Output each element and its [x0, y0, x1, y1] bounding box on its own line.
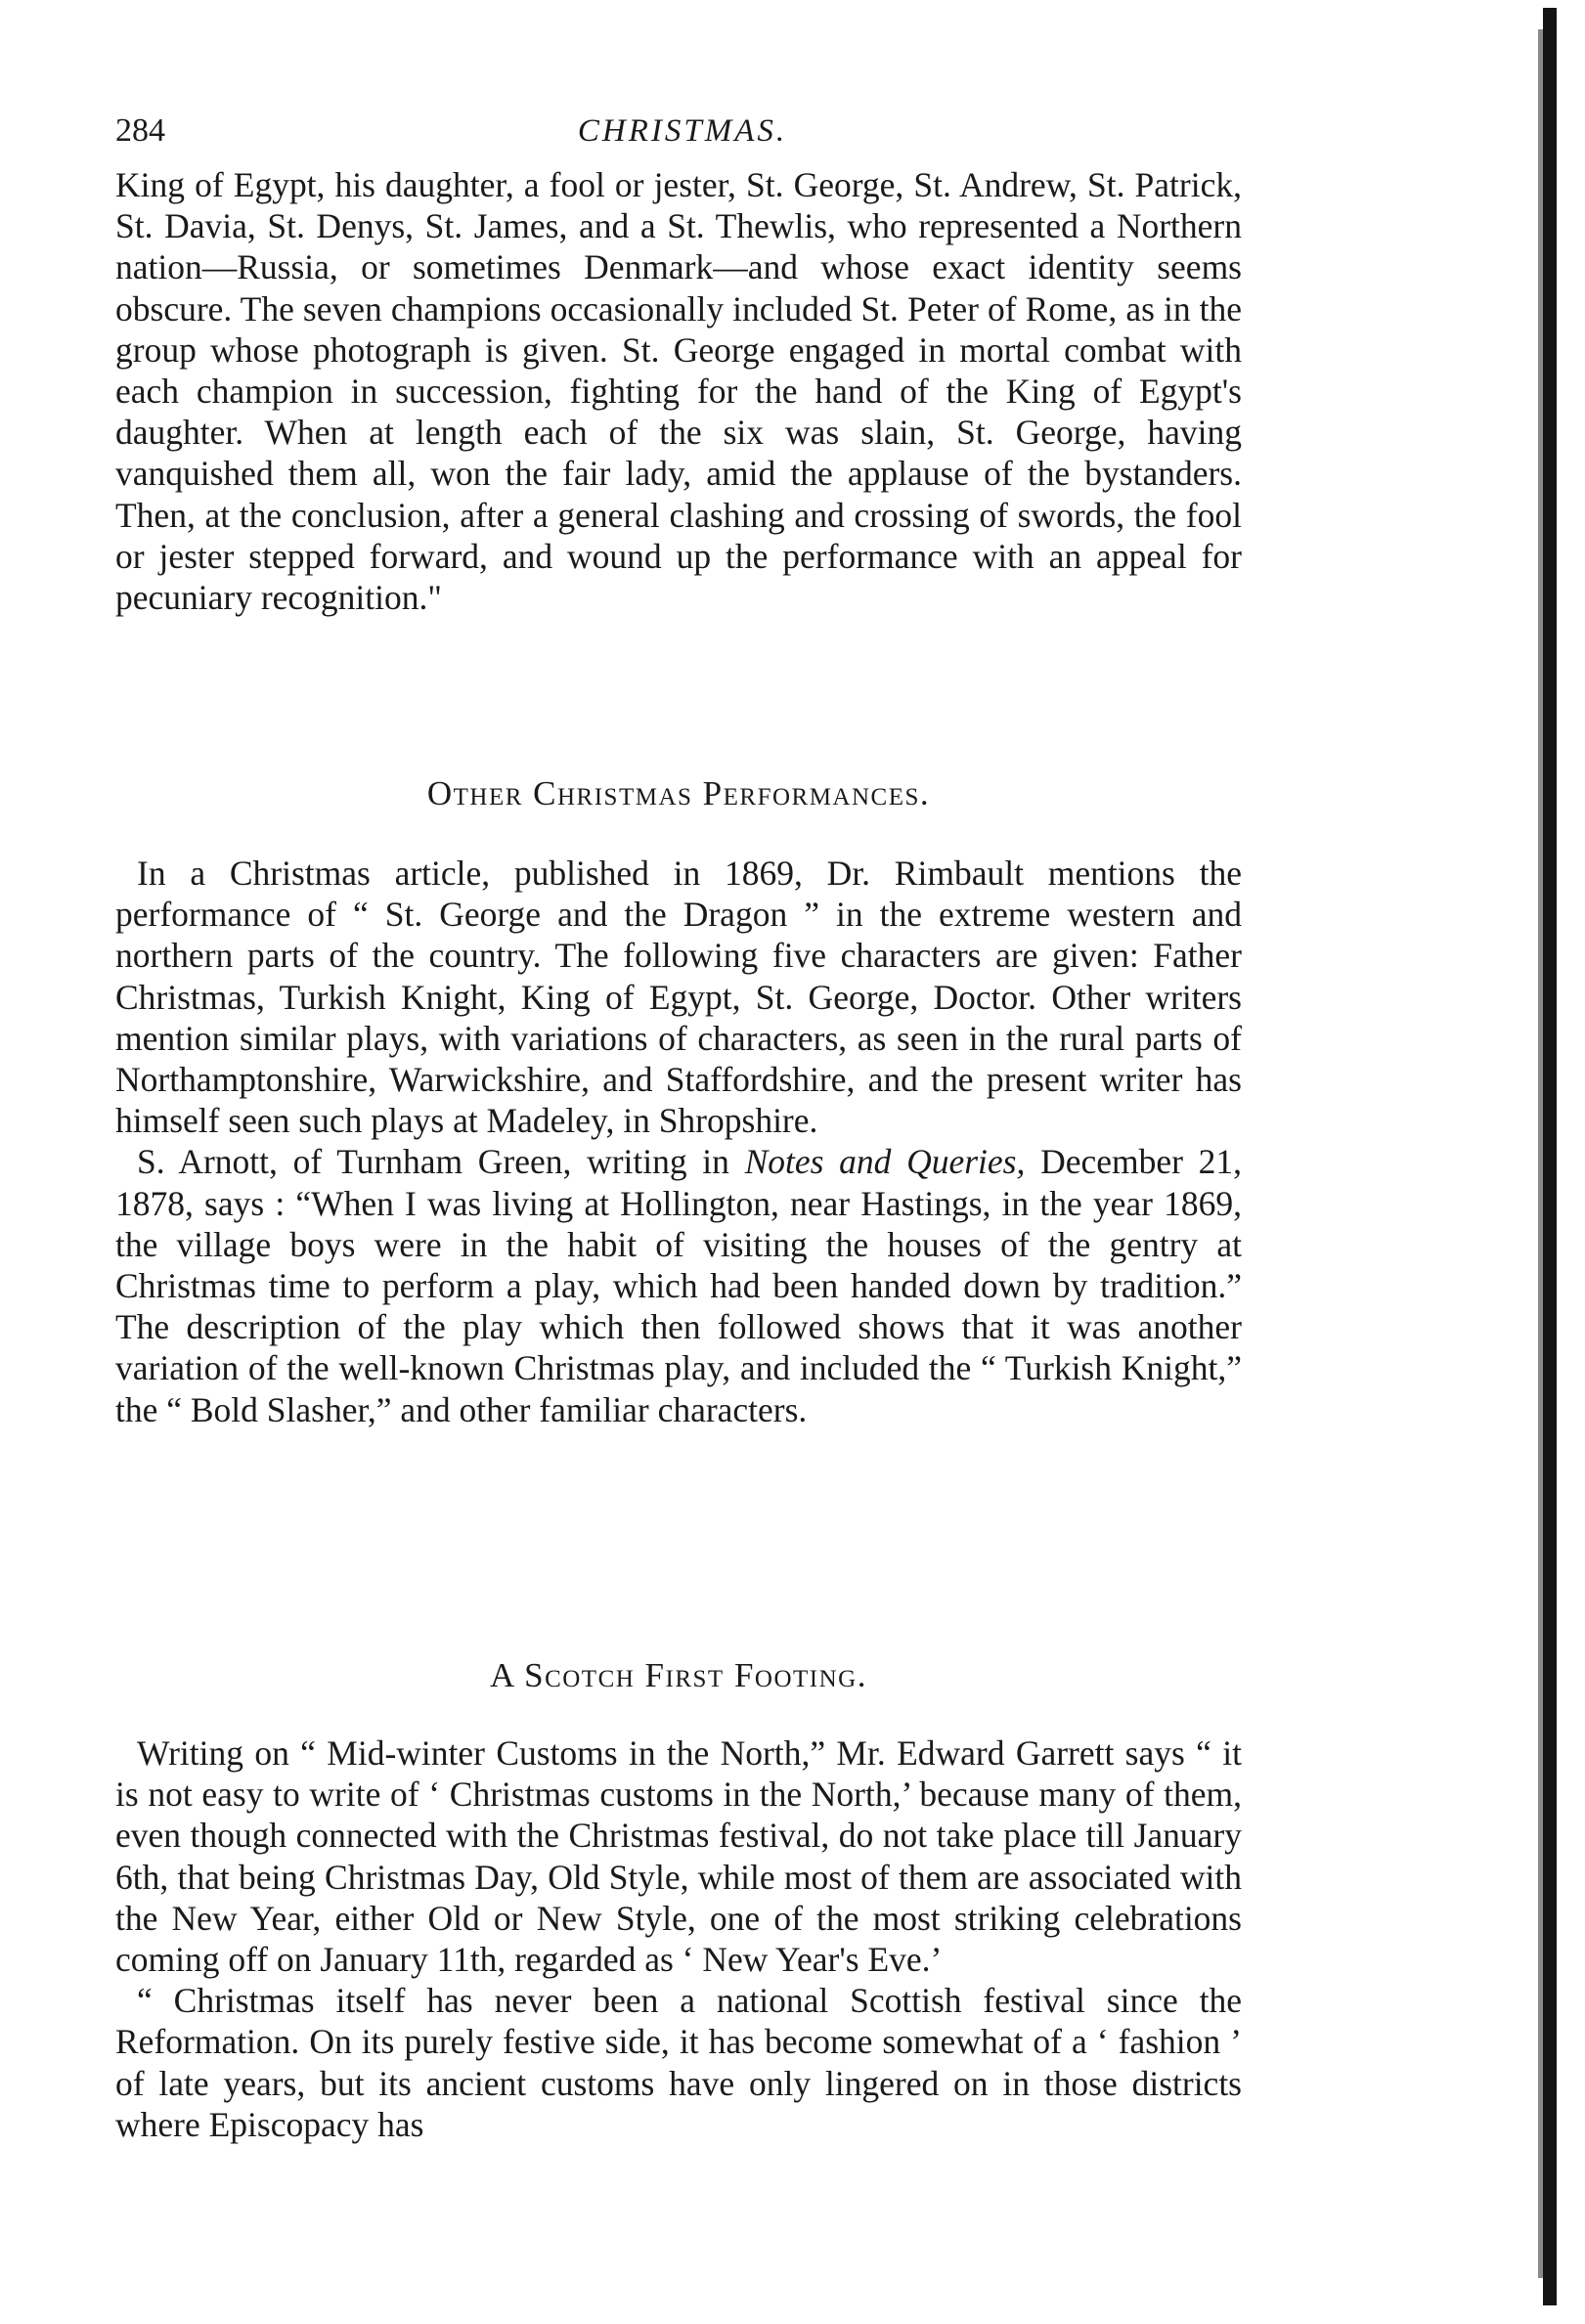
section-heading-other-performances: Other Christmas Performances. [426, 774, 931, 812]
running-title: CHRISTMAS. [577, 113, 788, 149]
binding-shadow [1543, 8, 1557, 2305]
continued-paragraph-block [115, 164, 1242, 618]
journal-title: Notes and Queries, [744, 1142, 1026, 1182]
continued-paragraph: King of Egypt, his daughter, a fool or jester, St. George, St. Andrew, St. Patrick, St. Davia, St. Denys, St. James, and a St. Thewlis, who represented a Northern nation—Russia, or sometimes Denmark—and whose exact identity seems obscure. The seven champions occasionally included St. Peter of Rome, as in the group whose photograph is given. St. George engaged in mortal combat with each champion in succession, fighting for the hand of the King of Egypt's daughter. When at length each of the six was slain, St. George, having vanquished them all, won the fair lady, amid the applause of the bystanders. Then, at the conclusion, after a general clashing and crossing of swords, the fool or jester stepped forward, and wound up the performance with an appeal for pecuniary recognition." [115, 165, 1242, 618]
paragraph-arnott [115, 1141, 1242, 1429]
section-heading-scotch-first-footing: A Scotch First Footing. [490, 1656, 867, 1694]
paragraph-scottish-festival: “ Christmas itself has never been a national Scottish festival since the Reformation. On its purely festive side, it has become somewhat of a ‘ fashion ’ of late years, but its ancient customs have only lingered on in those districts where Episcopacy has [115, 1981, 1242, 2144]
section-2-body [115, 1732, 1242, 2145]
page-number: 284 [115, 112, 165, 149]
paragraph-rimbault: In a Christmas article, published in 1869, Dr. Rimbault mentions the performance of “ St. George and the Dragon ” in the extreme western and northern parts of the country. The following five characters are given: Father Christmas, Turkish Knight, King of Egypt, St. George, Doctor. Other writers mention similar plays, with variations of characters, as seen in the rural parts of Northamptonshire, Warwickshire, and Staffordshire, and the present writer has himself seen such plays at Madeley, in Shropshire. [115, 854, 1242, 1141]
page-header [115, 108, 1250, 154]
paragraph-garrett: Writing on “ Mid-winter Customs in the North,” Mr. Edward Garrett says “ it is not easy to write of ‘ Christmas customs in the North,’ because many of them, even though connected with the Christmas festival, do not take place till January 6th, that being Christmas Day, Old Style, while most of them are associated with the New Year, either Old or New Style, one of the most striking celebrations coming off on January 11th, regarded as ‘ New Year's Eve.’ [115, 1733, 1242, 1980]
paragraph-arnott-rest: December 21, 1878, says : “When I was living at Hollington, near Hastings, in the year 1869, the village boys were in the habit of visiting the houses of the gentry at Christmas time to perform a play, which had been handed down by tradition.” The description of the play which then followed shows that it was another variation of the well-known Christmas play, and included the “ Turkish Knight,” the “ Bold Slasher,” and other familiar characters. [115, 1142, 1242, 1429]
paragraph-arnott-lead: S. Arnott, of Turnham Green, writing in [137, 1142, 745, 1182]
section-1-body [115, 853, 1242, 1430]
